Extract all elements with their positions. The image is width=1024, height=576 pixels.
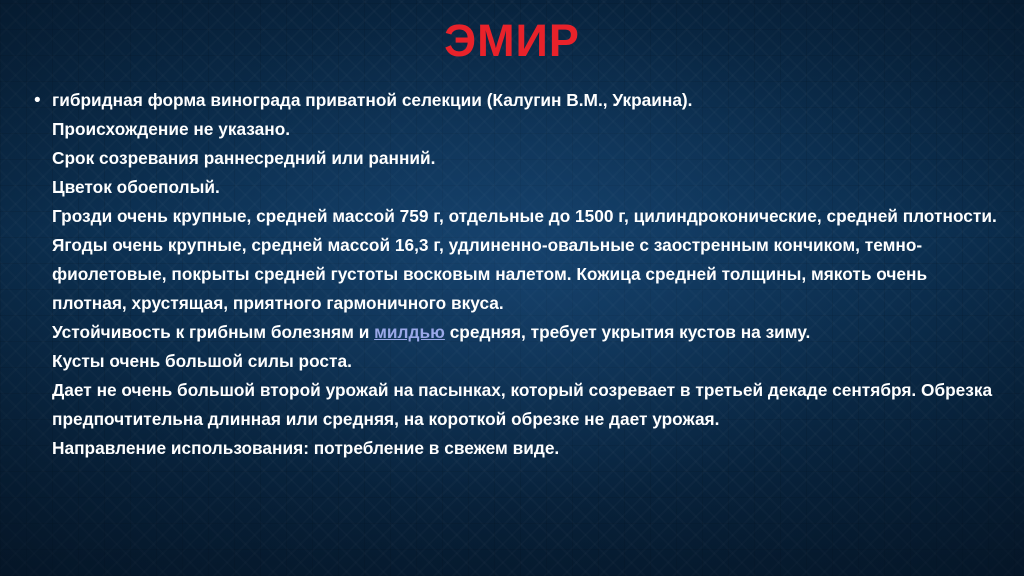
resistance-text-after: средняя, требует укрытия кустов на зиму. bbox=[444, 322, 811, 342]
paragraph-7: Дает не очень большой второй урожай на пасынках, который созревает в третьей декаде сентября. Обрезка предпочтительна длинная или средняя, на короткой обрезке не дает урожая. bbox=[52, 380, 993, 429]
paragraph-6: Кусты очень большой силы роста. bbox=[52, 351, 352, 371]
slide-body bbox=[30, 86, 1000, 463]
paragraph-4: Грозди очень крупные, средней массой 759 г, отдельные до 1500 г, цилиндроконические, средней плотности. bbox=[52, 206, 997, 226]
paragraph-1: Происхождение не указано. bbox=[52, 119, 291, 139]
paragraph-3: Цветок обоеполый. bbox=[52, 177, 220, 197]
paragraph-2: Срок созревания раннесредний или ранний. bbox=[52, 148, 436, 168]
resistance-text-before: Устойчивость к грибным болезням и bbox=[52, 322, 375, 342]
page-title: ЭМИР bbox=[444, 15, 580, 66]
paragraph-resistance bbox=[52, 318, 1000, 347]
bullet-dot-icon: • bbox=[34, 90, 41, 111]
paragraph-8: Направление использования: потребление в свежем виде. bbox=[52, 438, 560, 458]
mildew-link[interactable]: милдью bbox=[374, 322, 445, 342]
bullet-list-item bbox=[30, 86, 1000, 463]
bullet-text-block bbox=[52, 86, 1000, 463]
paragraph-5: Ягоды очень крупные, средней массой 16,3 г, удлиненно-овальные с заостренным кончиком, темно-фиолетовые, покрыты средней густоты восковым налетом. Кожица средней толщины, мякоть очень плотная, хрустящая, приятного гармоничного вкуса. bbox=[52, 235, 928, 313]
paragraph-0: гибридная форма винограда приватной селекции (Калугин В.М., Украина). bbox=[52, 90, 693, 110]
